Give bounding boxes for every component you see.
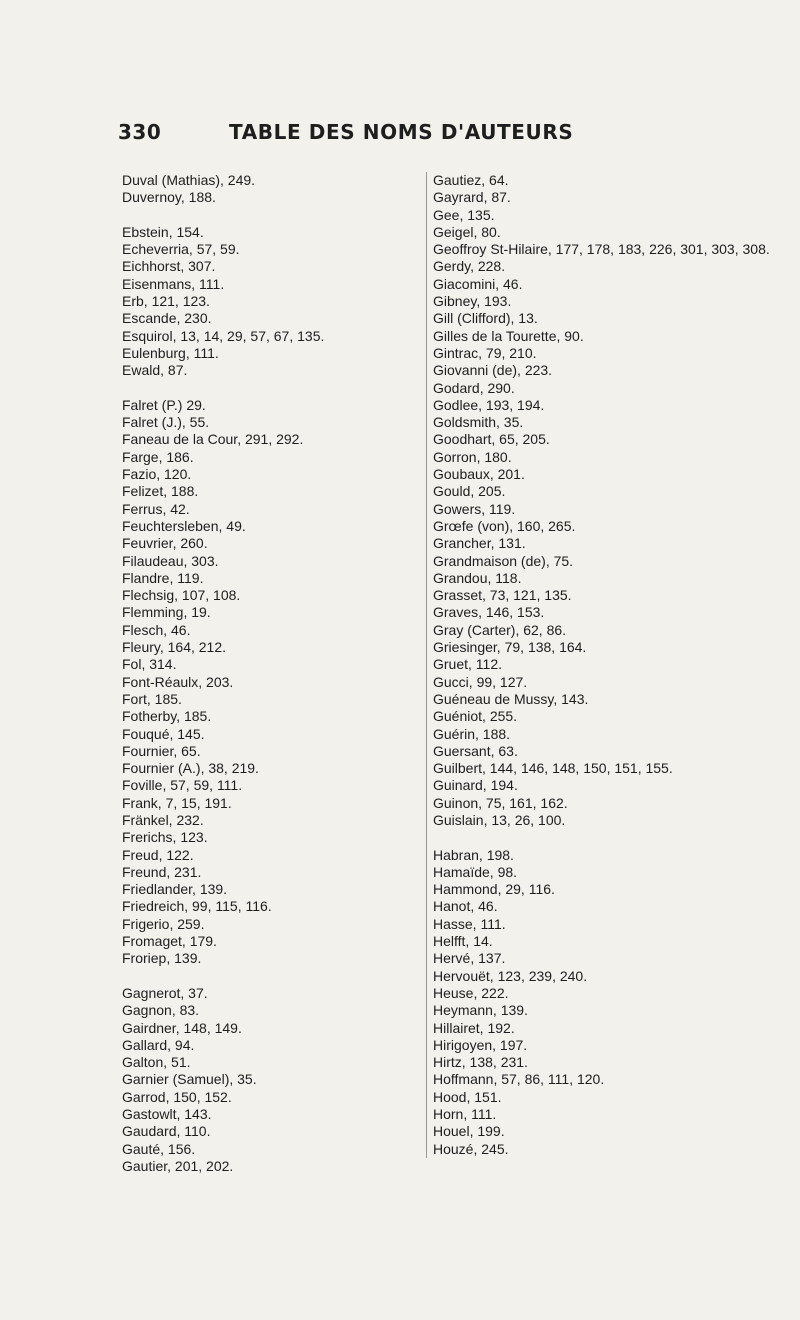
index-entry: Gautiez, 64. — [433, 172, 509, 188]
index-entry: Falret (J.), 55. — [122, 414, 210, 431]
index-entry: Grancher, 131. — [433, 535, 526, 552]
page-number: 330 — [118, 120, 162, 144]
index-entry: Galton, 51. — [122, 1054, 191, 1071]
index-entry: Flandre, 119. — [122, 569, 204, 586]
index-entry: Grandou, 118. — [433, 569, 522, 586]
index-entry: Filaudeau, 303. — [122, 552, 219, 569]
index-entry: Ferrus, 42. — [122, 500, 190, 517]
index-entry: Gautier, 201, 202. — [122, 1157, 234, 1174]
index-entry: Guersant, 63. — [433, 742, 518, 759]
index-entry: Heymann, 139. — [433, 1002, 528, 1019]
index-entry: Friedlander, 139. — [122, 881, 228, 898]
index-entry: Fort, 185. — [122, 690, 182, 707]
index-entry: Guilbert, 144, 146, 148, 150, 151, 155. — [433, 760, 673, 777]
index-entry: Horn, 111. — [433, 1106, 497, 1123]
index-entry: Goodhart, 65, 205. — [433, 431, 550, 448]
index-entry: Gruet, 112. — [433, 656, 503, 673]
index-entry: Godlee, 193, 194. — [433, 396, 545, 413]
index-entry: Gilles de la Tourette, 90. — [433, 327, 584, 344]
index-entry: Feuchtersleben, 49. — [122, 517, 246, 534]
index-entry: Fotherby, 185. — [122, 708, 212, 725]
index-entry: Grandmaison (de), 75. — [433, 552, 574, 569]
index-entry: Feuvrier, 260. — [122, 535, 208, 552]
index-entry: Font-Réaulx, 203. — [122, 673, 234, 690]
index-entry: Garnier (Samuel), 35. — [122, 1071, 257, 1088]
index-entry: Houzé, 245. — [433, 1140, 509, 1157]
index-entry: Gerdy, 228. — [433, 258, 506, 275]
index-entry: Hasse, 111. — [433, 915, 506, 932]
section-gap — [122, 968, 412, 985]
index-entry: Freund, 231. — [122, 863, 202, 880]
index-entry: Fleury, 164, 212. — [122, 639, 227, 656]
index-entry: Ewald, 87. — [122, 362, 188, 379]
index-entry: Hanot, 46. — [433, 898, 498, 915]
index-column-left — [122, 172, 412, 1175]
index-entry: Gray (Carter), 62, 86. — [433, 621, 567, 638]
index-entry: Frank, 7, 15, 191. — [122, 794, 232, 811]
index-entry: Giacomini, 46. — [433, 275, 523, 292]
index-entry: Hamaïde, 98. — [433, 863, 518, 880]
index-entry: Gibney, 193. — [433, 293, 512, 310]
index-entry: Fromaget, 179. — [122, 933, 217, 950]
index-entry: Giovanni (de), 223. — [433, 362, 553, 379]
index-entry: Goldsmith, 35. — [433, 414, 524, 431]
index-entry: Hillairet, 192. — [433, 1019, 515, 1036]
index-entry: Guislain, 13, 26, 100. — [433, 811, 566, 828]
index-entry: Esquirol, 13, 14, 29, 57, 67, 135. — [122, 327, 325, 344]
index-entry: Fournier (A.), 38, 219. — [122, 760, 259, 777]
index-entry: Fazio, 120. — [122, 466, 192, 483]
index-entry: Eisenmans, 111. — [122, 275, 225, 292]
index-entry: Flechsig, 107, 108. — [122, 587, 241, 604]
index-entry: Duval (Mathias), 249. — [122, 172, 256, 188]
index-entry: Hervé, 137. — [433, 950, 506, 967]
section-gap — [433, 829, 773, 846]
index-entry: Foville, 57, 59, 111. — [122, 777, 243, 794]
index-entry: Gairdner, 148, 149. — [122, 1019, 242, 1036]
index-entry: Felizet, 188. — [122, 483, 199, 500]
index-entry: Heuse, 222. — [433, 984, 509, 1001]
index-column-right — [426, 172, 773, 1158]
index-entry: Grœfe (von), 160, 265. — [433, 517, 576, 534]
index-entry: Gill (Clifford), 13. — [433, 310, 538, 327]
index-entry: Geoffroy St-Hilaire, 177, 178, 183, 226, 301, 303, 308. — [433, 241, 770, 258]
index-entry: Hirtz, 138, 231. — [433, 1054, 528, 1071]
index-entry: Gould, 205. — [433, 483, 506, 500]
index-entry: Eulenburg, 111. — [122, 344, 219, 361]
index-entry: Hoffmann, 57, 86, 111, 120. — [433, 1071, 605, 1088]
index-entry: Friedreich, 99, 115, 116. — [122, 898, 272, 915]
index-entry: Hervouët, 123, 239, 240. — [433, 967, 588, 984]
index-entry: Ebstein, 154. — [122, 223, 204, 240]
index-entry: Gowers, 119. — [433, 500, 516, 517]
index-entry: Guéniot, 255. — [433, 708, 518, 725]
index-entry: Frerichs, 123. — [122, 829, 208, 846]
index-entry: Grasset, 73, 121, 135. — [433, 587, 572, 604]
index-entry: Erb, 121, 123. — [122, 293, 210, 310]
index-entry: Fränkel, 232. — [122, 811, 204, 828]
index-entry: Guéneau de Mussy, 143. — [433, 690, 589, 707]
index-entry: Goubaux, 201. — [433, 466, 525, 483]
index-entry: Gallard, 94. — [122, 1036, 195, 1053]
index-entry: Falret (P.) 29. — [122, 396, 206, 413]
index-entry: Gucci, 99, 127. — [433, 673, 528, 690]
index-entry: Fouqué, 145. — [122, 725, 205, 742]
index-entry: Griesinger, 79, 138, 164. — [433, 639, 587, 656]
index-entry: Guinon, 75, 161, 162. — [433, 794, 568, 811]
section-gap — [122, 380, 412, 397]
section-gap — [122, 207, 412, 224]
running-title: TABLE DES NOMS D'AUTEURS — [229, 120, 574, 144]
index-entry: Escande, 230. — [122, 310, 212, 327]
index-entry: Flemming, 19. — [122, 604, 211, 621]
index-entry: Froriep, 139. — [122, 950, 202, 967]
index-entry: Gauté, 156. — [122, 1140, 196, 1157]
index-entry: Eichhorst, 307. — [122, 258, 216, 275]
index-entry: Freud, 122. — [122, 846, 194, 863]
index-entry: Hammond, 29, 116. — [433, 881, 555, 898]
index-entry: Gagnerot, 37. — [122, 984, 208, 1001]
page-header — [118, 120, 618, 152]
index-entry: Guinard, 194. — [433, 777, 518, 794]
index-entry: Frigerio, 259. — [122, 915, 205, 932]
index-entry: Guérin, 188. — [433, 725, 511, 742]
index-entry: Fournier, 65. — [122, 742, 201, 759]
index-entry: Graves, 146, 153. — [433, 604, 545, 621]
index-entry: Houel, 199. — [433, 1123, 505, 1140]
index-entry: Flesch, 46. — [122, 621, 191, 638]
index-entry: Gagnon, 83. — [122, 1002, 200, 1019]
index-entry: Fol, 314. — [122, 656, 177, 673]
index-entry: Hood, 151. — [433, 1088, 502, 1105]
index-entry: Gaudard, 110. — [122, 1123, 211, 1140]
index-entry: Geigel, 80. — [433, 223, 501, 240]
index-entry: Godard, 290. — [433, 379, 515, 396]
index-entry: Gastowlt, 143. — [122, 1106, 212, 1123]
index-entry: Faneau de la Cour, 291, 292. — [122, 431, 304, 448]
index-entry: Habran, 198. — [433, 846, 514, 863]
index-entry: Hirigoyen, 197. — [433, 1036, 528, 1053]
index-entry: Echeverria, 57, 59. — [122, 241, 240, 258]
index-entry: Garrod, 150, 152. — [122, 1088, 232, 1105]
index-entry: Gorron, 180. — [433, 448, 512, 465]
index-entry: Farge, 186. — [122, 448, 194, 465]
index-entry: Helfft, 14. — [433, 933, 493, 950]
index-entry: Gee, 135. — [433, 206, 495, 223]
index-entry: Gayrard, 87. — [433, 189, 511, 206]
index-entry: Duvernoy, 188. — [122, 189, 216, 206]
index-entry: Gintrac, 79, 210. — [433, 344, 537, 361]
